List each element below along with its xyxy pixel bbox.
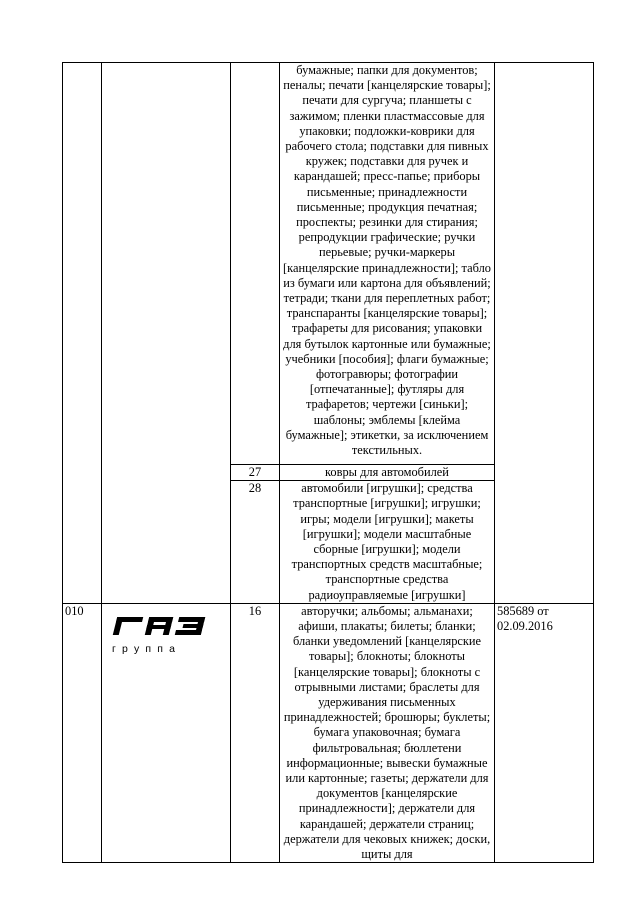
number-cell: 010	[63, 603, 102, 862]
goods-cell	[280, 603, 495, 862]
registration-cell	[495, 63, 594, 604]
table-row	[63, 63, 594, 465]
class-cell: 27	[231, 465, 280, 481]
logo-cell	[102, 603, 231, 862]
registration-cell: 585689 от 02.09.2016	[495, 603, 594, 862]
number-cell	[63, 63, 102, 604]
logo-cell	[102, 63, 231, 604]
goods-cell	[280, 465, 495, 481]
svg-text:ГАЗ: ГАЗ	[108, 613, 110, 615]
logo-subtitle: группа	[112, 642, 182, 655]
goods-text: ковры для автомобилей	[325, 465, 449, 479]
goods-cell	[280, 481, 495, 604]
class-cell	[231, 63, 280, 465]
class-cell: 28	[231, 481, 280, 604]
gaz-group-logo	[108, 614, 218, 657]
goods-text: бумажные; папки для документов; пеналы; печати [канцелярские товары]; печати для сургуча; планшеты с зажимом; пленки пластмассовые для упаковки; подложки-коврики для рабочего стола; подставки для пивных кружек; подставки для ручек и карандашей; пресс-папье; приборы письменные; принадлежности письменные; продукция печатная; проспекты; резинки для стирания; репродукции графические; ручки перьевые; ручки-маркеры [канцелярские принадлежности]; табло из бумаги или картона для объявлений; тетради; ткани для переплетных работ; транспаранты [канцелярские товары]; трафареты для рисования; упаковки для бутылок картонные или бумажные; учебники [пособия]; флаги бумажные; фотогравюры; фотографии [отпечатанные]; футляры для трафаретов; чертежи [синьки]; шаблоны; эмблемы [клейма бумажные]; этикетки, за исключением текстильных.	[283, 63, 491, 458]
goods-text: автомобили [игрушки]; средства транспортные [игрушки]; игрушки; игры; модели [игрушки]; макеты [игрушки]; модели масштабные сборные [игрушки]; модели транспортных средств масштабные; транспортные средства радиоуправляемые [игрушки]	[291, 481, 483, 602]
goods-cell	[280, 63, 495, 465]
class-cell: 16	[231, 603, 280, 862]
trademark-table	[62, 62, 594, 863]
table-row	[63, 603, 594, 862]
gaz-logo-mark	[108, 614, 212, 638]
goods-text: авторучки; альбомы; альманахи; афиши, плакаты; билеты; бланки; бланки уведомлений [канцелярские товары]; блокноты; блокноты [канцелярские товары]; блокноты с отрывными листами; браслеты для удерживания письменных принадлежностей; брошюры; буклеты; бумага упаковочная; бумага фильтровальная; бюллетени информационные; вывески бумажные или картонные; газеты; держатели для документов [канцелярские принадлежности]; держатели для карандашей; держатели страниц; держатели для чековых книжек; доски, щиты для	[283, 603, 491, 862]
